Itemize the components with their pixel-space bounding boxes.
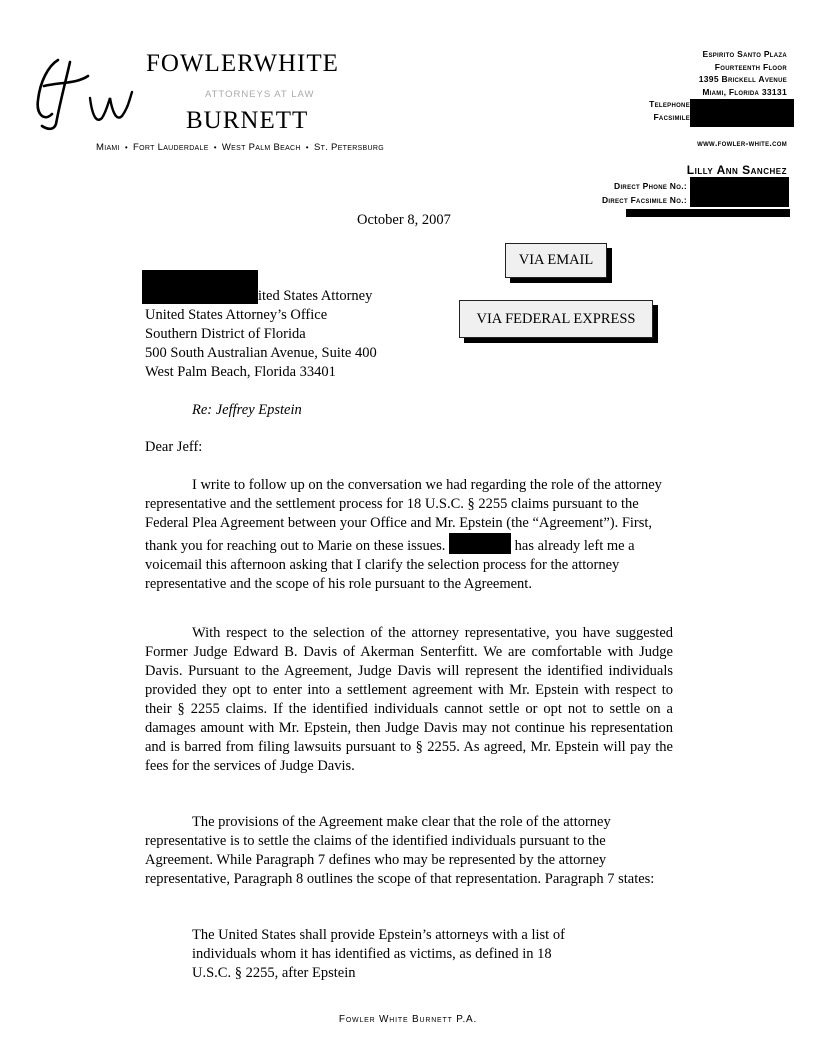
firm-website: www.fowler-white.com <box>697 138 787 148</box>
direct-fax-label: Direct Facsimile No.: <box>601 195 687 205</box>
office-cities: Miami • Fort Lauderdale • West Palm Beach • St. Petersburg <box>96 142 384 153</box>
redaction-inline-name <box>449 533 511 554</box>
city-st-petersburg: St. Petersburg <box>313 142 384 153</box>
address-street: 1395 Brickell Avenue <box>698 74 787 84</box>
firm-name-line1: FOWLERWHITE <box>146 50 339 77</box>
paragraph-1 <box>145 476 673 594</box>
paragraph-3-text: The provisions of the Agreement make clear that the role of the attorney representative is to settle the claims of the identified individuals pursuant to the Agreement. While Paragraph 7 defines who may be represented by the attorney representative, Paragraph 8 outlines the scope of that representation. Paragraph 7 states: <box>145 814 655 887</box>
page-footer: Fowler White Burnett P.A. <box>338 1014 478 1025</box>
addressee-street: 500 South Australian Avenue, Suite 400 <box>145 345 377 361</box>
firm-address <box>699 48 787 98</box>
firm-logo-monogram <box>30 52 150 132</box>
letter-date: October 8, 2007 <box>357 212 451 228</box>
direct-phone-label: Direct Phone No.: <box>614 181 687 191</box>
via-fedex-box: VIA FEDERAL EXPRESS <box>459 300 653 338</box>
address-city: Miami, Florida 33131 <box>702 86 787 97</box>
addressee-office: United States Attorney’s Office <box>145 307 328 323</box>
firm-name-line2: BURNETT <box>186 107 309 134</box>
city-west-palm-beach: West Palm Beach <box>221 142 301 153</box>
block-quote: The United States shall provide Epstein’s attorneys with a list of individuals whom it has identified as victims, as defined in 18 U.S.C. § 2255, after Epstein <box>192 927 565 981</box>
paragraph-2-text: With respect to the selection of the attorney representative, you have suggested Former Judge Edward B. Davis of Akerman Senterfitt. We are comfortable with Judge Davis. Pursuant to the Agreement, Judge Davis will represent the identified individuals provided they opt to enter into a settlement agreement with Mr. Epstein with respect to their § 2255 claims. If the identified individuals cannot settle or opt not to settle on a damages amount with Mr. Epstein, then Judge Davis may not continue his representation and is barred from filing lawsuits pursuant to § 2255. As agreed, Mr. Epstein will pay the fees for the services of Judge Davis. <box>145 625 673 774</box>
logo-monogram-text: FW <box>30 52 32 53</box>
address-building: Espirito Santo Plaza <box>702 49 787 59</box>
addressee-title: ited States Attorney <box>258 288 373 304</box>
re-line: Re: Jeffrey Epstein <box>192 402 302 418</box>
paragraph-2 <box>145 624 673 776</box>
paragraph-3 <box>145 813 673 889</box>
address-floor: Fourteenth Floor <box>714 61 787 72</box>
paragraph-1-part-a: I write to follow up on the conversation we had regarding the role of the attorney representative and the settlement process for 18 U.S.C. § 2255 claims pursuant to the Federal Plea Agreement between your Office and Mr. Epstein (the “Agreement”). First, thank you for reaching out to Marie on these issues. <box>145 477 662 554</box>
city-fort-lauderdale: Fort Lauderdale <box>133 142 209 153</box>
addressee-city: West Palm Beach, Florida 33401 <box>145 364 336 380</box>
firm-tagline: ATTORNEYS AT LAW <box>205 89 315 100</box>
redaction-direct-numbers <box>690 177 789 207</box>
paragraph-1-part-b: has already left me a voicemail this afternoon asking that I clarify the selection process for the attorney representative and the scope of his role pursuant to the Agreement. <box>145 538 635 592</box>
addressee-district: Southern District of Florida <box>145 326 306 342</box>
redaction-telephone-facsimile <box>690 99 794 127</box>
facsimile-label: Facsimile <box>653 112 690 122</box>
city-miami: Miami <box>96 142 120 153</box>
addressee-block <box>145 287 377 382</box>
via-email-box: VIA EMAIL <box>505 243 607 278</box>
greeting: Dear Jeff: <box>145 439 203 455</box>
telephone-label: Telephone <box>649 99 690 109</box>
attorney-name: Lilly Ann Sanchez <box>686 163 787 177</box>
redaction-email <box>626 209 790 217</box>
